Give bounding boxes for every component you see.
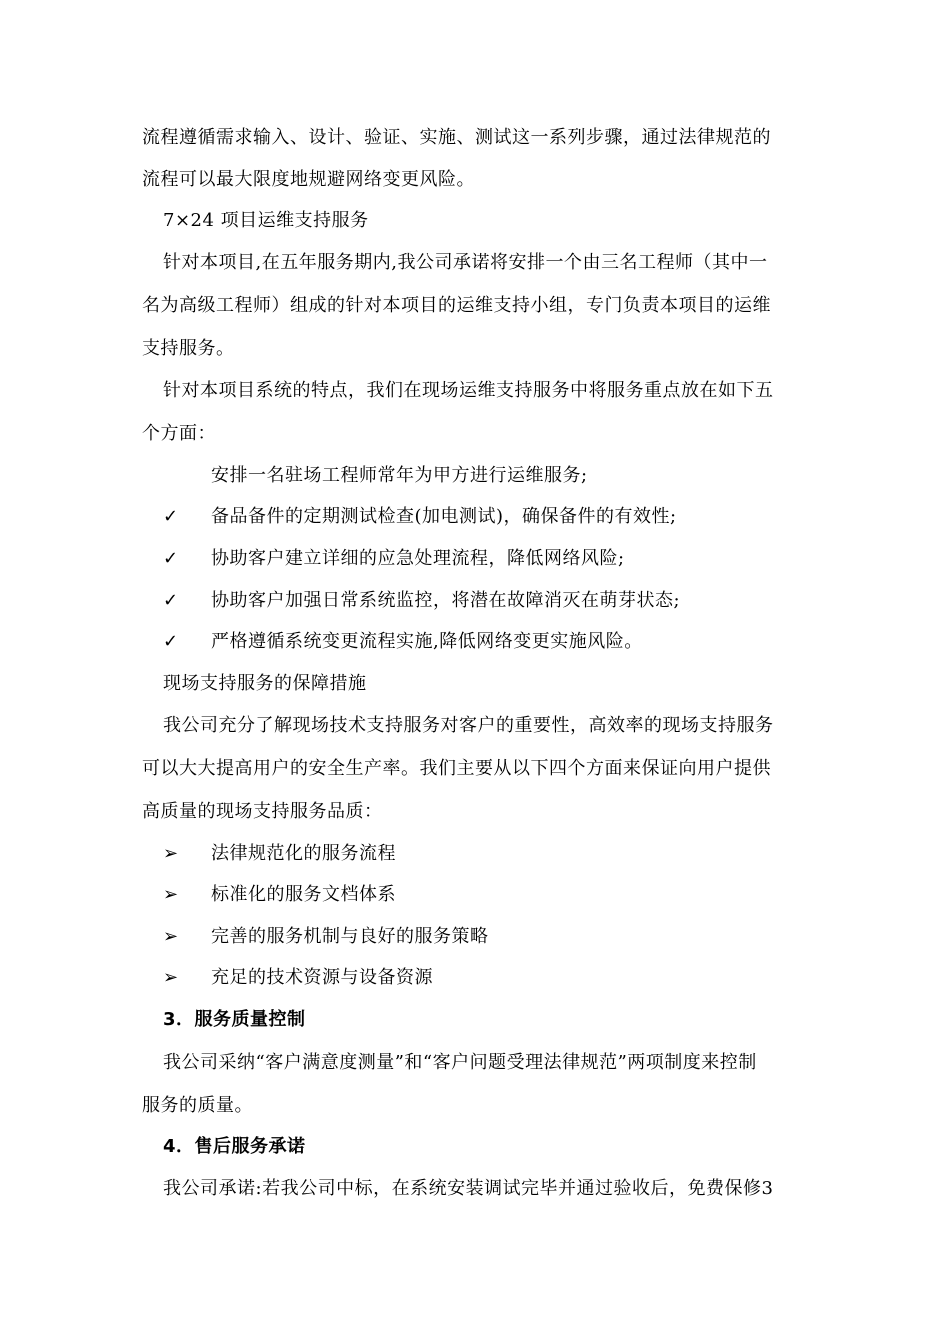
paragraph-line: 针对本项目,在五年服务期内,我公司承诺将安排一个由三名工程师（其中一 — [163, 252, 768, 273]
arrow-bullet-icon: ➢ — [163, 884, 179, 905]
check-mark-icon: ✓ — [163, 506, 179, 527]
paragraph-line: 我公司充分了解现场技术支持服务对客户的重要性，高效率的现场支持服务 — [163, 715, 774, 736]
paragraph-line: 服务的质量。 — [142, 1095, 253, 1116]
arrow-list-item: 完善的服务机制与良好的服务策略 — [211, 926, 489, 947]
paragraph-line: 流程可以最大限度地规避网络变更风险。 — [142, 169, 475, 190]
section-heading: 3．服务质量控制 — [163, 1009, 306, 1030]
check-mark-icon: ✓ — [163, 590, 179, 611]
paragraph-line: 个方面： — [142, 423, 216, 444]
paragraph-line: 我公司承诺:若我公司中标，在系统安装调试完毕并通过验收后，免费保修3 — [163, 1178, 774, 1199]
paragraph-line: 名为高级工程师）组成的针对本项目的运维支持小组，专门负责本项目的运维 — [142, 295, 771, 316]
arrow-bullet-icon: ➢ — [163, 926, 179, 947]
check-list-item: 严格遵循系统变更流程实施,降低网络变更实施风险。 — [211, 631, 643, 652]
section-heading: 现场支持服务的保障措施 — [163, 673, 367, 694]
arrow-bullet-icon: ➢ — [163, 967, 179, 988]
section-heading: 7×24 项目运维支持服务 — [163, 210, 369, 231]
arrow-bullet-icon: ➢ — [163, 843, 179, 864]
arrow-list-item: 标准化的服务文档体系 — [211, 884, 396, 905]
check-mark-icon: ✓ — [163, 631, 179, 652]
paragraph-line: 支持服务。 — [142, 338, 235, 359]
section-heading: 4．售后服务承诺 — [163, 1136, 306, 1157]
paragraph-line: 流程遵循需求输入、设计、验证、实施、测试这一系列步骤，通过法律规范的 — [142, 127, 771, 148]
paragraph-line: 可以大大提高用户的安全生产率。我们主要从以下四个方面来保证向用户提供 — [142, 758, 771, 779]
check-list-item: 协助客户加强日常系统监控，将潜在故障消灭在萌芽状态; — [211, 590, 681, 611]
check-mark-icon: ✓ — [163, 548, 179, 569]
paragraph-line: 针对本项目系统的特点，我们在现场运维支持服务中将服务重点放在如下五 — [163, 380, 774, 401]
arrow-list-item: 充足的技术资源与设备资源 — [211, 967, 433, 988]
arrow-list-item: 法律规范化的服务流程 — [211, 843, 396, 864]
check-list-item: 安排一名驻场工程师常年为甲方进行运维服务; — [211, 465, 588, 486]
paragraph-line: 高质量的现场支持服务品质： — [142, 801, 383, 822]
check-list-item: 备品备件的定期测试检查(加电测试)，确保备件的有效性; — [211, 506, 677, 527]
check-list-item: 协助客户建立详细的应急处理流程，降低网络风险; — [211, 548, 625, 569]
paragraph-line: 我公司采纳“客户满意度测量”和“客户问题受理法律规范”两项制度来控制 — [163, 1052, 757, 1073]
